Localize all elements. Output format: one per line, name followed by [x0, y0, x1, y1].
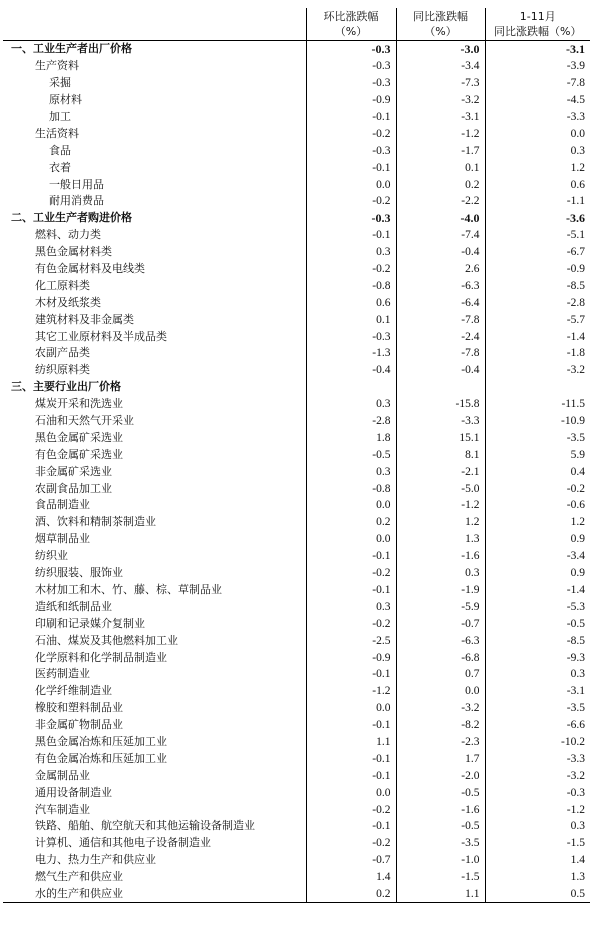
row-yoy-value: -7.4	[396, 227, 485, 244]
row-yoy-value: -8.2	[396, 717, 485, 734]
row-ytd-value: 0.3	[485, 142, 590, 159]
row-yoy-value: -3.2	[396, 92, 485, 109]
row-label: 农副食品加工业	[35, 481, 112, 495]
table-row	[3, 582, 590, 599]
table-row	[3, 125, 590, 142]
row-label: 烟草制品业	[35, 532, 90, 546]
row-yoy-value: -2.0	[396, 767, 485, 784]
table-row	[3, 886, 590, 903]
row-label: 其它工业原材料及半成品类	[35, 329, 167, 343]
row-yoy-value: -1.6	[396, 801, 485, 818]
row-ytd-value: 0.0	[485, 125, 590, 142]
row-ytd-value: -3.3	[485, 750, 590, 767]
row-yoy-value: -1.7	[396, 142, 485, 159]
row-label: 食品	[49, 143, 71, 157]
table-row	[3, 109, 590, 126]
row-mom-value: -0.2	[306, 801, 396, 818]
row-mom-value: -0.2	[306, 565, 396, 582]
table-row	[3, 649, 590, 666]
row-ytd-value: -2.8	[485, 294, 590, 311]
row-label: 有色金属冶炼和压延加工业	[35, 751, 167, 765]
row-label: 燃气生产和供应业	[35, 870, 123, 884]
row-ytd-value: -1.2	[485, 801, 590, 818]
row-ytd-value: 0.4	[485, 463, 590, 480]
row-label: 电力、热力生产和供应业	[35, 853, 156, 867]
row-mom-value: -0.1	[306, 750, 396, 767]
row-mom-value: 1.8	[306, 429, 396, 446]
row-yoy-value: 0.3	[396, 565, 485, 582]
row-yoy-value: -0.4	[396, 244, 485, 261]
row-mom-value: 0.1	[306, 311, 396, 328]
row-label: 有色金属材料及电线类	[35, 262, 145, 276]
table-row	[3, 683, 590, 700]
row-label: 加工	[49, 110, 71, 123]
row-yoy-value: -6.4	[396, 294, 485, 311]
row-ytd-value: -3.2	[485, 767, 590, 784]
table-row	[3, 497, 590, 514]
row-mom-value: 0.0	[306, 531, 396, 548]
table-row	[3, 379, 590, 396]
row-ytd-value: -6.7	[485, 244, 590, 261]
row-ytd-value: -8.5	[485, 277, 590, 294]
row-yoy-value: 0.7	[396, 666, 485, 683]
row-yoy-value: -0.5	[396, 818, 485, 835]
row-ytd-value: -5.7	[485, 311, 590, 328]
row-ytd-value: 0.3	[485, 818, 590, 835]
row-mom-value: -0.1	[306, 582, 396, 599]
row-ytd-value: -0.6	[485, 497, 590, 514]
row-yoy-value: -0.4	[396, 362, 485, 379]
row-ytd-value: -3.3	[485, 109, 590, 126]
row-label: 纺织服装、服饰业	[35, 566, 123, 580]
table-row	[3, 531, 590, 548]
row-ytd-value: -5.3	[485, 598, 590, 615]
row-ytd-value: 1.3	[485, 869, 590, 886]
header-yoy	[396, 8, 485, 41]
row-yoy-value: -0.7	[396, 615, 485, 632]
ppi-table-sheet	[0, 8, 600, 903]
row-label: 化工原料类	[35, 278, 90, 292]
row-mom-value: 0.3	[306, 598, 396, 615]
row-mom-value: -0.3	[306, 75, 396, 92]
row-ytd-value: -4.5	[485, 92, 590, 109]
row-yoy-value: -2.2	[396, 193, 485, 210]
row-mom-value: -0.9	[306, 649, 396, 666]
row-mom-value: -0.4	[306, 362, 396, 379]
row-yoy-value: -7.8	[396, 311, 485, 328]
row-ytd-value: -0.5	[485, 615, 590, 632]
row-mom-value: -0.1	[306, 548, 396, 565]
row-yoy-value: -1.5	[396, 869, 485, 886]
row-label: 石油、煤炭及其他燃料加工业	[35, 633, 178, 647]
row-label: 二、工业生产者购进价格	[11, 211, 132, 225]
row-yoy-value: -2.4	[396, 328, 485, 345]
table-row	[3, 784, 590, 801]
row-mom-value: -0.3	[306, 41, 396, 58]
row-ytd-value: -0.3	[485, 784, 590, 801]
row-mom-value: -0.1	[306, 818, 396, 835]
row-label: 化学纤维制造业	[35, 684, 112, 698]
row-yoy-value: -5.0	[396, 480, 485, 497]
row-ytd-value: 0.6	[485, 176, 590, 193]
table-row	[3, 463, 590, 480]
table-row	[3, 869, 590, 886]
row-mom-value: -0.3	[306, 210, 396, 227]
table-row	[3, 277, 590, 294]
row-label: 印刷和记录媒介复制业	[35, 616, 145, 630]
row-ytd-value: 1.2	[485, 514, 590, 531]
table-body	[3, 41, 590, 903]
row-mom-value: -0.8	[306, 480, 396, 497]
row-label: 水的生产和供应业	[3, 886, 306, 903]
header-row	[3, 8, 590, 41]
table-header	[3, 8, 590, 41]
row-yoy-value: -3.5	[396, 835, 485, 852]
header-ytd	[485, 8, 590, 41]
row-label: 纺织原料类	[35, 363, 90, 377]
header-ytd-line1: 1-11月	[519, 10, 556, 23]
table-row	[3, 294, 590, 311]
table-row	[3, 193, 590, 210]
table-row	[3, 413, 590, 430]
row-ytd-value: -9.3	[485, 649, 590, 666]
row-ytd-value: -3.9	[485, 58, 590, 75]
row-mom-value: -0.3	[306, 142, 396, 159]
row-yoy-value: -6.8	[396, 649, 485, 666]
table-row	[3, 565, 590, 582]
row-mom-value: 1.1	[306, 734, 396, 751]
row-yoy-value: 1.1	[396, 886, 485, 903]
row-label: 木材加工和木、竹、藤、棕、草制品业	[35, 582, 222, 596]
row-yoy-value: -1.9	[396, 582, 485, 599]
table-row	[3, 480, 590, 497]
row-ytd-value: -3.4	[485, 548, 590, 565]
row-label: 化学原料和化学制品制造业	[35, 650, 167, 664]
header-mom	[306, 8, 396, 41]
table-row	[3, 767, 590, 784]
row-mom-value: -0.5	[306, 446, 396, 463]
row-label: 石油和天然气开采业	[35, 414, 134, 428]
table-row	[3, 801, 590, 818]
row-yoy-value: -3.2	[396, 700, 485, 717]
table-row	[3, 176, 590, 193]
row-yoy-value: -1.0	[396, 852, 485, 869]
row-label: 一、工业生产者出厂价格	[11, 42, 132, 56]
row-ytd-value: 5.9	[485, 446, 590, 463]
row-yoy-value	[396, 379, 485, 396]
row-mom-value: 0.3	[306, 396, 396, 413]
header-yoy-line1: 同比涨跌幅	[413, 10, 468, 23]
row-mom-value: -1.2	[306, 683, 396, 700]
table-row	[3, 362, 590, 379]
row-ytd-value: -1.4	[485, 582, 590, 599]
table-row	[3, 227, 590, 244]
row-label: 医药制造业	[35, 667, 90, 681]
row-mom-value: -0.9	[306, 92, 396, 109]
row-label: 煤炭开采和洗选业	[35, 397, 123, 411]
row-mom-value: -0.1	[306, 159, 396, 176]
header-ytd-line2: 同比涨跌幅（%）	[494, 25, 582, 38]
table-row	[3, 446, 590, 463]
row-yoy-value: -3.3	[396, 413, 485, 430]
header-mom-line2: （%）	[334, 25, 368, 38]
header-mom-line1: 环比涨跌幅	[323, 10, 379, 23]
table-row	[3, 345, 590, 362]
row-label: 非金属矿物制品业	[35, 718, 123, 732]
row-yoy-value: -2.3	[396, 734, 485, 751]
table-row	[3, 328, 590, 345]
row-ytd-value: 1.2	[485, 159, 590, 176]
row-mom-value: 0.3	[306, 244, 396, 261]
row-label: 黑色金属冶炼和压延加工业	[35, 734, 167, 748]
table-row	[3, 734, 590, 751]
row-ytd-value: -3.2	[485, 362, 590, 379]
row-yoy-value: -1.2	[396, 497, 485, 514]
row-ytd-value: -3.5	[485, 429, 590, 446]
row-yoy-value: -0.5	[396, 784, 485, 801]
row-ytd-value: -1.4	[485, 328, 590, 345]
row-mom-value: -0.1	[306, 717, 396, 734]
row-ytd-value: 0.5	[485, 886, 590, 903]
row-label: 铁路、船舶、航空航天和其他运输设备制造业	[35, 819, 255, 833]
row-yoy-value: -3.0	[396, 41, 485, 58]
row-yoy-value: 1.2	[396, 514, 485, 531]
row-label: 采掘	[49, 76, 71, 90]
row-mom-value: -1.3	[306, 345, 396, 362]
row-mom-value: 0.0	[306, 784, 396, 801]
row-label: 原材料	[49, 93, 82, 107]
row-mom-value: 0.6	[306, 294, 396, 311]
table-row	[3, 396, 590, 413]
row-ytd-value: -0.2	[485, 480, 590, 497]
row-yoy-value: -15.8	[396, 396, 485, 413]
row-mom-value: 0.2	[306, 514, 396, 531]
row-ytd-value: 0.3	[485, 666, 590, 683]
row-label: 计算机、通信和其他电子设备制造业	[35, 836, 211, 850]
row-yoy-value: -1.6	[396, 548, 485, 565]
row-mom-value: 1.4	[306, 869, 396, 886]
table-row	[3, 142, 590, 159]
row-mom-value: 0.0	[306, 700, 396, 717]
row-mom-value: -0.3	[306, 328, 396, 345]
row-ytd-value: -3.1	[485, 41, 590, 58]
row-mom-value: -0.3	[306, 58, 396, 75]
row-yoy-value: 0.0	[396, 683, 485, 700]
row-label: 木材及纸浆类	[35, 295, 101, 309]
row-ytd-value: -3.5	[485, 700, 590, 717]
row-yoy-value: -4.0	[396, 210, 485, 227]
table-row	[3, 58, 590, 75]
row-yoy-value: -2.1	[396, 463, 485, 480]
row-label: 生活资料	[35, 126, 79, 140]
row-mom-value: -0.2	[306, 261, 396, 278]
row-mom-value: 0.2	[306, 886, 396, 903]
row-yoy-value: -6.3	[396, 277, 485, 294]
table-row	[3, 700, 590, 717]
row-yoy-value: 2.6	[396, 261, 485, 278]
row-mom-value: -0.7	[306, 852, 396, 869]
row-mom-value: -2.8	[306, 413, 396, 430]
row-yoy-value: -3.1	[396, 109, 485, 126]
row-label: 农副产品类	[35, 346, 90, 360]
table-row	[3, 92, 590, 109]
row-mom-value: -0.2	[306, 193, 396, 210]
row-mom-value: -2.5	[306, 632, 396, 649]
table-row	[3, 548, 590, 565]
table-row	[3, 75, 590, 92]
row-label: 一般日用品	[49, 177, 104, 191]
table-row	[3, 632, 590, 649]
table-row	[3, 818, 590, 835]
row-label: 酒、饮料和精制茶制造业	[35, 515, 156, 529]
row-label: 燃料、动力类	[35, 228, 101, 242]
row-yoy-value: 8.1	[396, 446, 485, 463]
row-label: 通用设备制造业	[35, 785, 112, 799]
table-row	[3, 244, 590, 261]
row-ytd-value: -1.8	[485, 345, 590, 362]
row-ytd-value: -10.2	[485, 734, 590, 751]
table-row	[3, 261, 590, 278]
row-label: 衣着	[49, 160, 71, 174]
ppi-table	[3, 8, 590, 903]
row-ytd-value: -1.1	[485, 193, 590, 210]
table-row	[3, 750, 590, 767]
row-ytd-value: -3.6	[485, 210, 590, 227]
row-mom-value: 0.0	[306, 497, 396, 514]
row-yoy-value: -7.8	[396, 345, 485, 362]
table-row	[3, 429, 590, 446]
table-row	[3, 159, 590, 176]
row-ytd-value: -5.1	[485, 227, 590, 244]
table-row	[3, 311, 590, 328]
row-mom-value: -0.1	[306, 227, 396, 244]
row-mom-value: -0.1	[306, 767, 396, 784]
row-ytd-value	[485, 379, 590, 396]
row-label: 耐用消费品	[49, 194, 104, 208]
row-mom-value: -0.2	[306, 835, 396, 852]
table-row	[3, 598, 590, 615]
row-yoy-value: -3.4	[396, 58, 485, 75]
row-ytd-value: 0.9	[485, 531, 590, 548]
row-ytd-value: -8.5	[485, 632, 590, 649]
row-ytd-value: -3.1	[485, 683, 590, 700]
table-row	[3, 514, 590, 531]
row-ytd-value: -6.6	[485, 717, 590, 734]
row-yoy-value: 1.3	[396, 531, 485, 548]
table-row	[3, 835, 590, 852]
row-mom-value: -0.1	[306, 109, 396, 126]
header-blank	[3, 8, 306, 41]
table-row	[3, 717, 590, 734]
row-yoy-value: -1.2	[396, 125, 485, 142]
row-ytd-value: -1.5	[485, 835, 590, 852]
row-yoy-value: 0.1	[396, 159, 485, 176]
table-row	[3, 666, 590, 683]
row-ytd-value: -7.8	[485, 75, 590, 92]
row-yoy-value: 0.2	[396, 176, 485, 193]
table-row	[3, 210, 590, 227]
row-label: 黑色金属材料类	[35, 245, 112, 259]
row-label: 造纸和纸制品业	[35, 599, 112, 613]
row-label: 橡胶和塑料制品业	[35, 701, 123, 715]
row-mom-value: -0.8	[306, 277, 396, 294]
row-mom-value: 0.0	[306, 176, 396, 193]
row-label: 非金属矿采选业	[35, 464, 112, 478]
row-mom-value: -0.2	[306, 615, 396, 632]
row-label: 金属制品业	[35, 768, 90, 782]
table-row	[3, 852, 590, 869]
row-mom-value	[306, 379, 396, 396]
row-yoy-value: 15.1	[396, 429, 485, 446]
row-yoy-value: -7.3	[396, 75, 485, 92]
row-ytd-value: 1.4	[485, 852, 590, 869]
row-ytd-value: -11.5	[485, 396, 590, 413]
row-yoy-value: 1.7	[396, 750, 485, 767]
row-label: 建筑材料及非金属类	[35, 312, 134, 326]
row-label: 黑色金属矿采选业	[35, 430, 123, 444]
table-row	[3, 41, 590, 58]
row-label: 汽车制造业	[35, 802, 90, 816]
row-mom-value: -0.1	[306, 666, 396, 683]
row-mom-value: 0.3	[306, 463, 396, 480]
row-yoy-value: -5.9	[396, 598, 485, 615]
row-label: 三、主要行业出厂价格	[11, 380, 121, 394]
row-ytd-value: -10.9	[485, 413, 590, 430]
row-label: 生产资料	[35, 59, 79, 73]
table-row	[3, 615, 590, 632]
row-mom-value: -0.2	[306, 125, 396, 142]
row-ytd-value: -0.9	[485, 261, 590, 278]
row-label: 纺织业	[35, 549, 68, 563]
row-yoy-value: -6.3	[396, 632, 485, 649]
row-label: 有色金属矿采选业	[35, 447, 123, 461]
header-yoy-line2: （%）	[424, 25, 457, 38]
row-label: 食品制造业	[35, 498, 90, 512]
row-ytd-value: 0.9	[485, 565, 590, 582]
